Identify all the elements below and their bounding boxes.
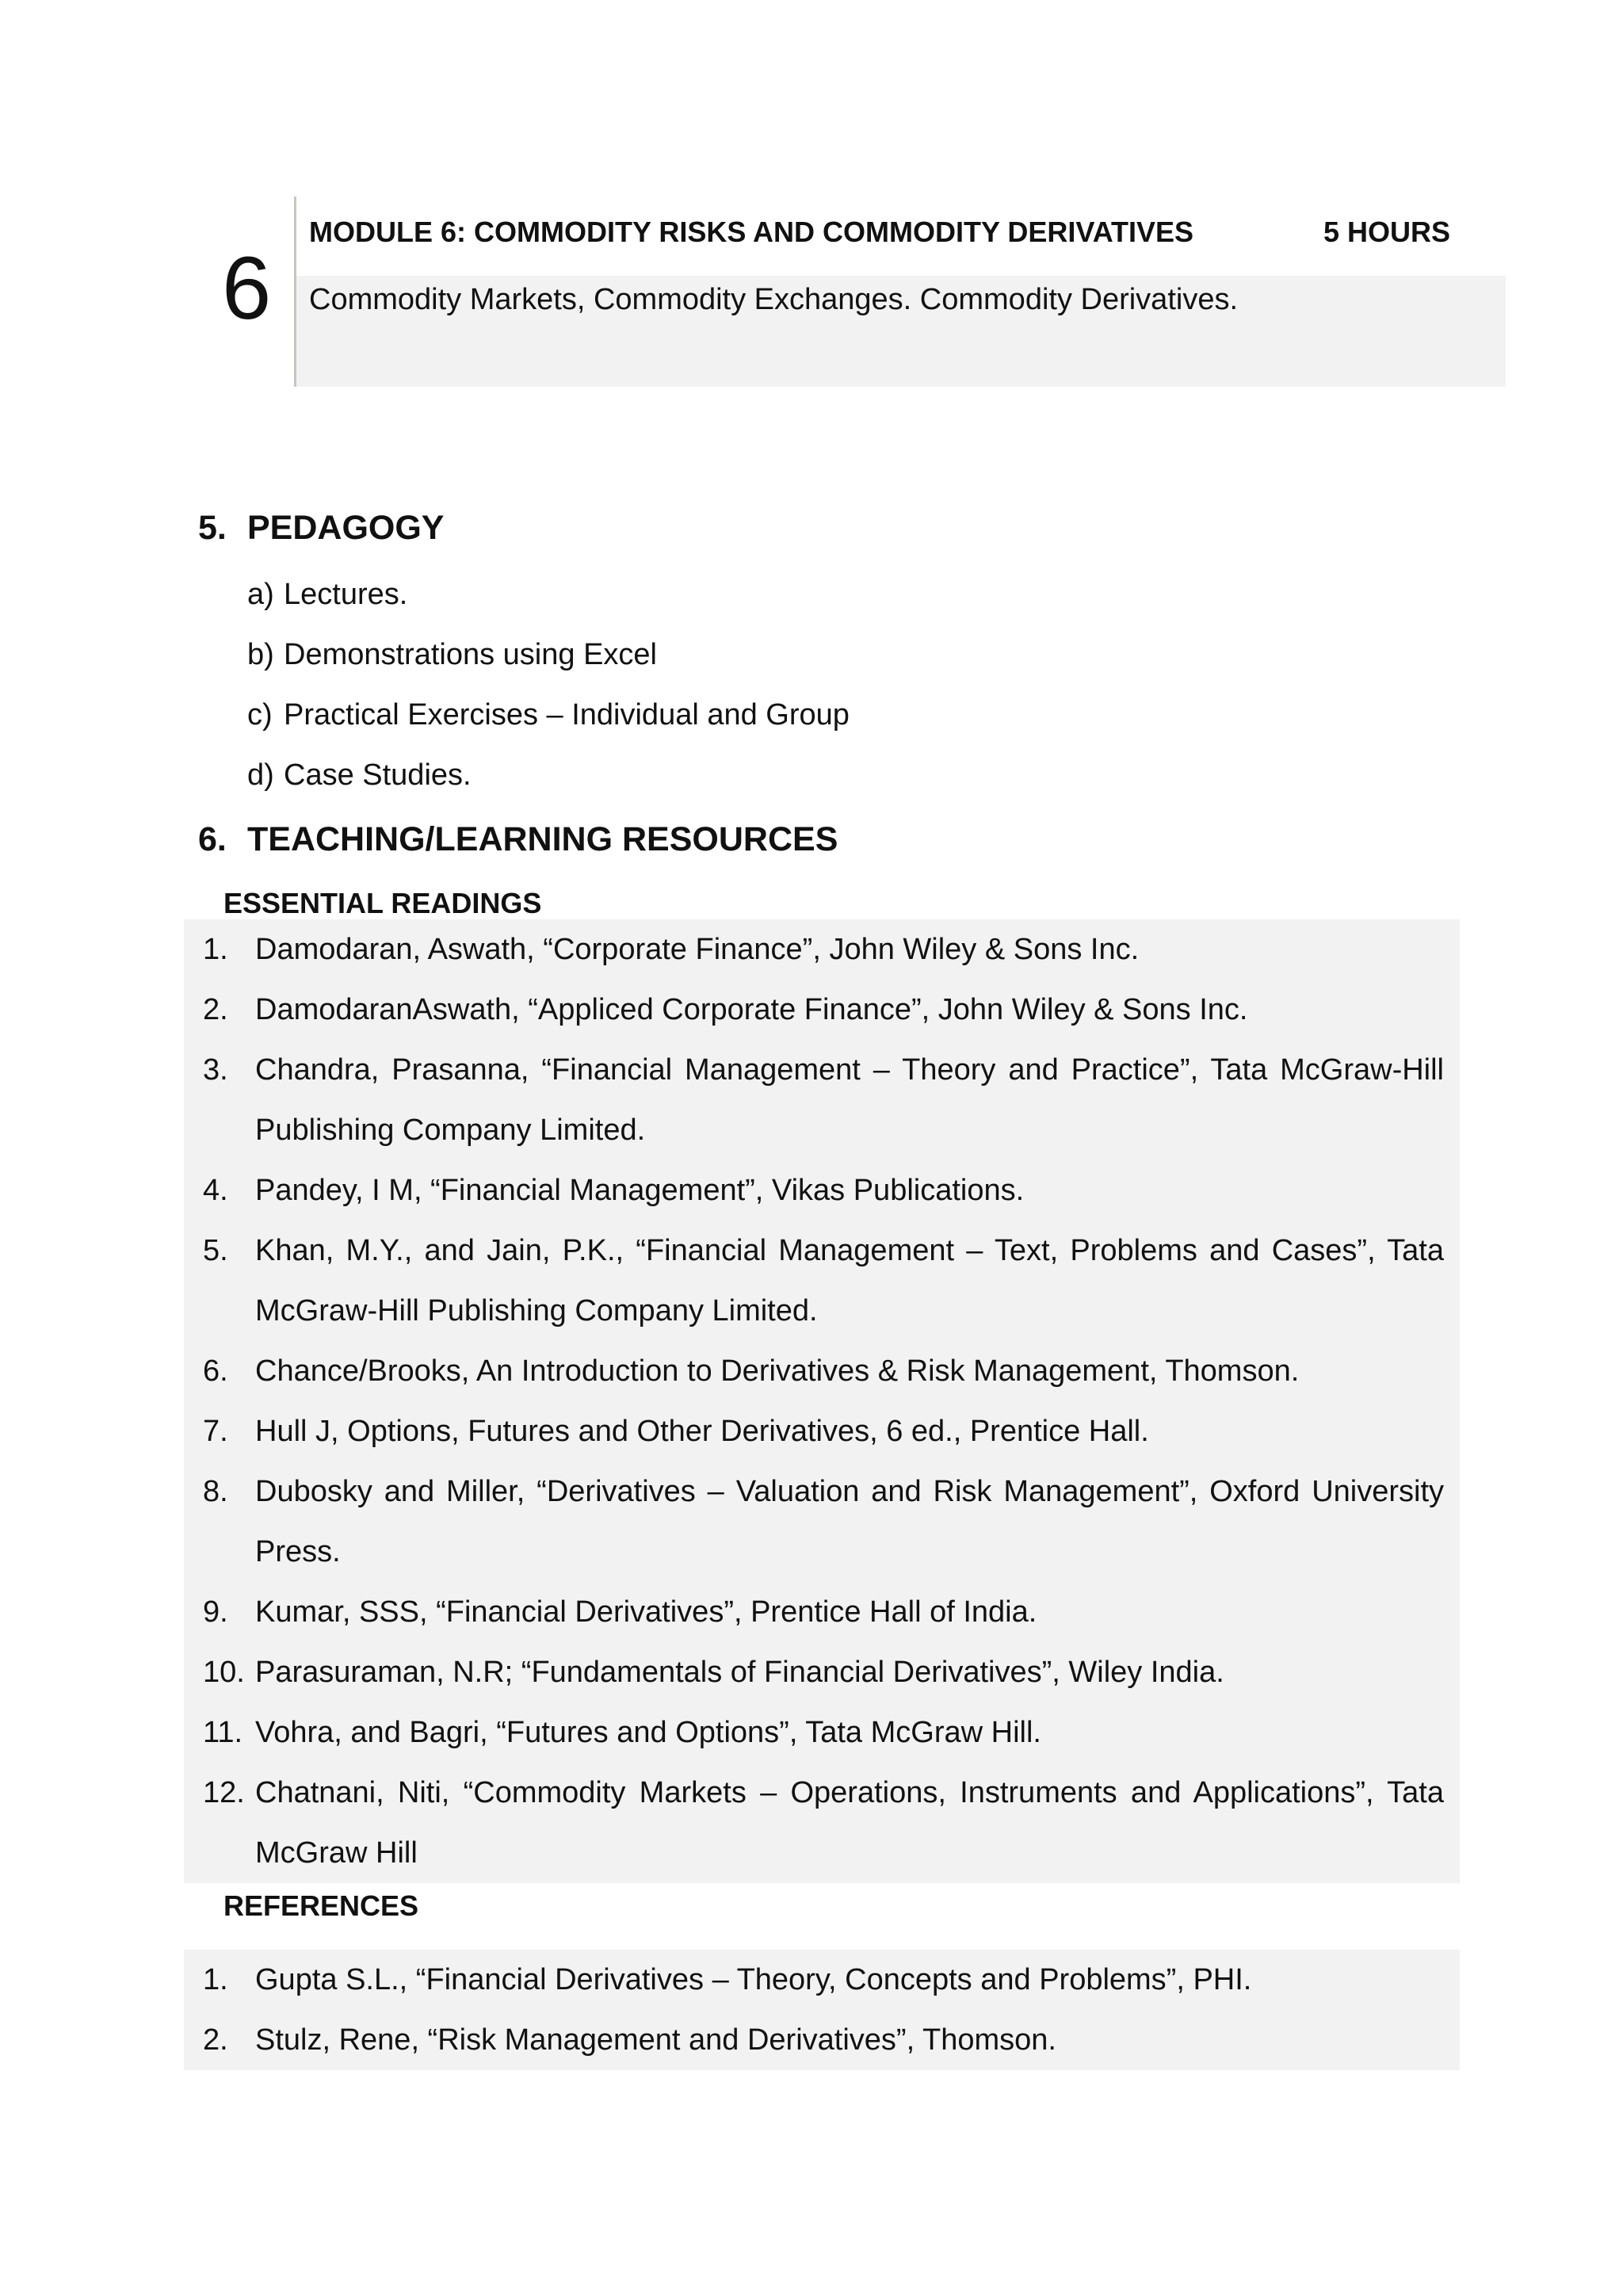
list-item bbox=[184, 1221, 1460, 1341]
list-item bbox=[184, 1401, 1460, 1461]
pedagogy-number: 5. bbox=[198, 509, 227, 547]
list-marker: c) bbox=[247, 698, 273, 732]
pedagogy-list bbox=[247, 577, 850, 818]
list-index: 12. bbox=[203, 1776, 245, 1809]
list-item bbox=[184, 1040, 1460, 1160]
list-item-text: Lectures. bbox=[284, 578, 408, 611]
resources-heading bbox=[198, 819, 838, 859]
essential-readings-box bbox=[184, 919, 1460, 1883]
list-item bbox=[184, 980, 1460, 1040]
essential-readings-list bbox=[184, 919, 1460, 1883]
list-item-text: Chatnani, Niti, “Commodity Markets – Operations, Instruments and Applications”, Tata McGraw Hill bbox=[255, 1776, 1444, 1870]
pedagogy-heading bbox=[198, 508, 445, 548]
list-item bbox=[184, 1702, 1460, 1763]
references-box bbox=[184, 1950, 1460, 2070]
list-item bbox=[184, 1763, 1460, 1883]
list-item-text: Vohra, and Bagri, “Futures and Options”, Tata McGraw Hill. bbox=[255, 1716, 1041, 1749]
list-item bbox=[184, 2010, 1460, 2070]
list-item-text: Stulz, Rene, “Risk Management and Derivatives”, Thomson. bbox=[255, 2023, 1056, 2057]
list-item bbox=[184, 1642, 1460, 1702]
list-item-text: Chandra, Prasanna, “Financial Management – Theory and Practice”, Tata McGraw-Hill Publishing Company Limited. bbox=[255, 1053, 1444, 1147]
list-marker: b) bbox=[247, 638, 274, 671]
essential-readings-heading: ESSENTIAL READINGS bbox=[223, 887, 542, 919]
module-hours: 5 HOURS bbox=[1323, 216, 1450, 248]
list-index: 1. bbox=[203, 1963, 228, 1996]
list-index: 9. bbox=[203, 1595, 228, 1629]
list-item-text: Chance/Brooks, An Introduction to Derivatives & Risk Management, Thomson. bbox=[255, 1354, 1300, 1388]
list-index: 2. bbox=[203, 993, 228, 1026]
list-index: 2. bbox=[203, 2023, 228, 2057]
list-item-text: Case Studies. bbox=[284, 758, 472, 792]
list-item bbox=[184, 919, 1460, 980]
resources-title: TEACHING/LEARNING RESOURCES bbox=[247, 820, 838, 858]
list-index: 5. bbox=[203, 1234, 228, 1267]
list-item-text: Practical Exercises – Individual and Group bbox=[284, 698, 850, 732]
list-item-text: Damodaran, Aswath, “Corporate Finance”, John Wiley & Sons Inc. bbox=[255, 933, 1140, 966]
list-item-text: Parasuraman, N.R; “Fundamentals of Financial Derivatives”, Wiley India. bbox=[255, 1656, 1224, 1689]
references-list bbox=[184, 1950, 1460, 2070]
list-item-text: Demonstrations using Excel bbox=[284, 638, 657, 671]
resources-number: 6. bbox=[198, 820, 227, 858]
pedagogy-title: PEDAGOGY bbox=[247, 509, 445, 547]
list-item bbox=[184, 1950, 1460, 2010]
list-item bbox=[184, 1160, 1460, 1221]
list-index: 3. bbox=[203, 1053, 228, 1087]
module-number: 6 bbox=[222, 239, 272, 338]
list-item-text: Khan, M.Y., and Jain, P.K., “Financial Management – Text, Problems and Cases”, Tata McGraw-Hill Publishing Company Limited. bbox=[255, 1234, 1444, 1328]
list-index: 11. bbox=[203, 1716, 243, 1749]
list-item-text: Hull J, Options, Futures and Other Derivatives, 6 ed., Prentice Hall. bbox=[255, 1415, 1149, 1448]
list-item bbox=[184, 1461, 1460, 1582]
references-heading: REFERENCES bbox=[223, 1889, 419, 1922]
list-index: 10. bbox=[203, 1656, 245, 1689]
list-item-text: Gupta S.L., “Financial Derivatives – Theory, Concepts and Problems”, PHI. bbox=[255, 1963, 1252, 1996]
list-item bbox=[247, 758, 850, 818]
list-item bbox=[184, 1341, 1460, 1401]
list-index: 4. bbox=[203, 1174, 228, 1207]
list-index: 7. bbox=[203, 1415, 228, 1448]
list-item bbox=[184, 1582, 1460, 1642]
list-item-text: DamodaranAswath, “Appliced Corporate Finance”, John Wiley & Sons Inc. bbox=[255, 993, 1248, 1026]
list-marker: d) bbox=[247, 758, 274, 792]
list-item-text: Dubosky and Miller, “Derivatives – Valuation and Risk Management”, Oxford University Press. bbox=[255, 1475, 1444, 1568]
list-index: 6. bbox=[203, 1354, 228, 1388]
module-body bbox=[296, 276, 1506, 387]
list-item bbox=[247, 577, 850, 637]
list-item-text: Kumar, SSS, “Financial Derivatives”, Prentice Hall of India. bbox=[255, 1595, 1037, 1629]
module-header bbox=[309, 216, 1450, 248]
list-item bbox=[247, 697, 850, 758]
list-item-text: Pandey, I M, “Financial Management”, Vikas Publications. bbox=[255, 1174, 1025, 1207]
module-block bbox=[198, 197, 1506, 387]
list-item bbox=[247, 637, 850, 697]
list-index: 8. bbox=[203, 1475, 228, 1508]
list-marker: a) bbox=[247, 578, 274, 611]
module-description: Commodity Markets, Commodity Exchanges. Commodity Derivatives. bbox=[309, 283, 1239, 316]
module-title: MODULE 6: COMMODITY RISKS AND COMMODITY DERIVATIVES bbox=[309, 216, 1194, 248]
list-index: 1. bbox=[203, 933, 228, 966]
